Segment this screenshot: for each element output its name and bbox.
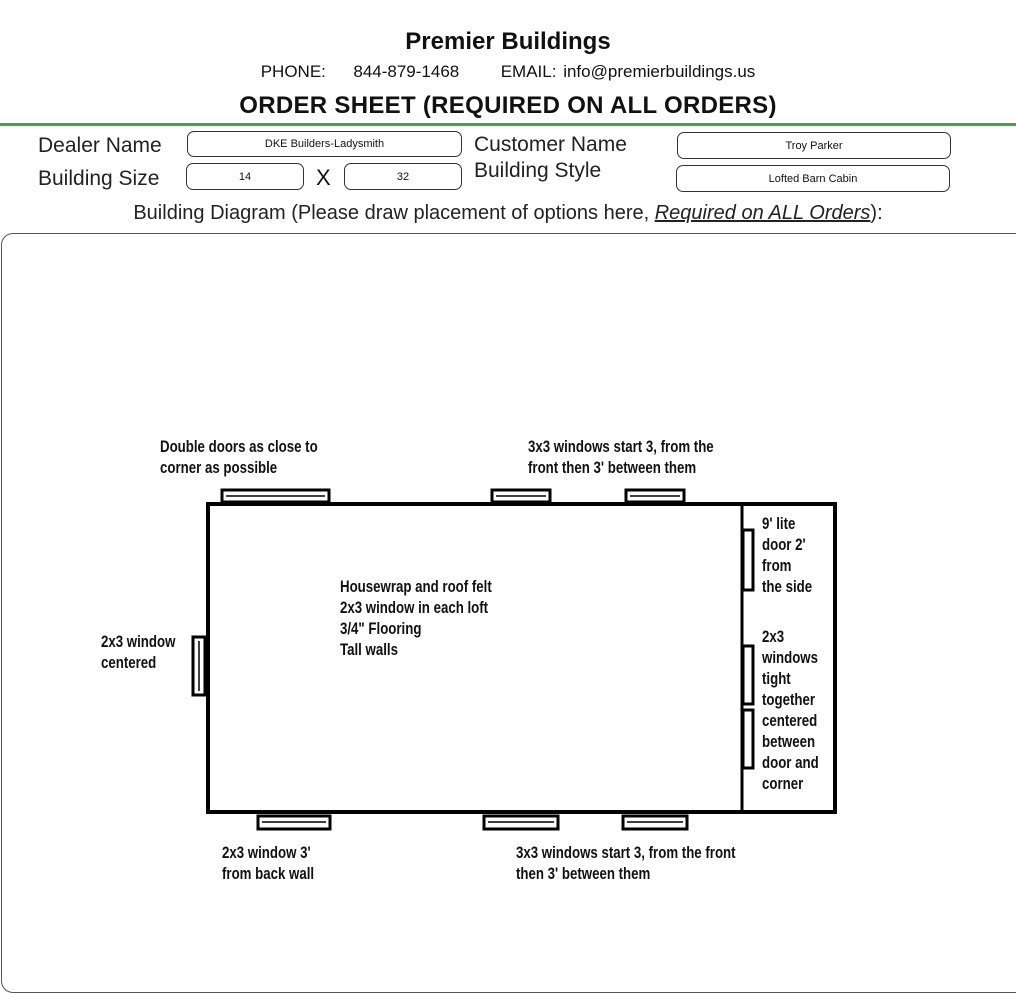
note-line: door 2'	[762, 535, 806, 554]
note-line: the side	[762, 577, 813, 596]
sheet-title: ORDER SHEET (REQUIRED ON ALL ORDERS)	[239, 92, 777, 119]
building-length-field[interactable]: 32	[344, 163, 462, 190]
note-line: centered	[762, 711, 818, 730]
note-line: centered	[101, 653, 157, 672]
note-line: 3x3 windows start 3, from the	[528, 437, 714, 456]
note-line: tight	[762, 669, 791, 688]
note-line: 2x3 window	[101, 632, 176, 651]
diagram-caption-suffix: ):	[870, 202, 883, 224]
note-line: corner	[762, 774, 804, 793]
note-line: between	[762, 732, 816, 751]
note-line: corner as possible	[160, 458, 278, 477]
diagram-caption-prefix: Building Diagram (Please draw placement of options here,	[133, 202, 655, 224]
note-line: then 3' between them	[516, 864, 651, 883]
note-top-windows	[528, 436, 714, 478]
note-line: 9' lite	[762, 514, 796, 533]
lite-door	[743, 530, 753, 590]
right-window-1	[743, 646, 753, 704]
dealer-name-field[interactable]: DKE Builders-Ladysmith	[187, 131, 462, 157]
note-line: from	[762, 556, 792, 575]
building-style-label: Building Style	[474, 159, 602, 182]
dimension-times-sign: X	[316, 165, 331, 190]
building-size-label: Building Size	[38, 167, 160, 190]
note-bottom-windows	[516, 842, 736, 884]
note-line: Housewrap and roof felt	[340, 577, 492, 596]
note-lite-door	[762, 513, 812, 597]
note-double-doors	[160, 436, 318, 478]
note-line: from back wall	[222, 864, 315, 883]
note-line: windows	[762, 648, 818, 667]
note-line: front then 3' between them	[528, 458, 697, 477]
dealer-name-label: Dealer Name	[38, 134, 162, 157]
email-label: EMAIL:	[500, 62, 557, 81]
note-center	[340, 576, 492, 660]
note-line: Tall walls	[340, 640, 398, 659]
note-left-window	[101, 631, 175, 673]
phone-label: PHONE:	[260, 62, 326, 81]
note-line: 2x3	[762, 627, 785, 646]
note-line: together	[762, 690, 816, 709]
company-name: Premier Buildings	[405, 28, 611, 55]
diagram-caption-required: Required on ALL Orders	[654, 202, 871, 224]
building-style-field[interactable]: Lofted Barn Cabin	[676, 165, 950, 192]
note-bottom-left-window	[222, 842, 314, 884]
phone-number: 844-879-1468	[353, 62, 460, 81]
note-line: Double doors as close to	[160, 437, 318, 456]
note-right-windows	[762, 626, 819, 794]
building-width-field[interactable]: 14	[186, 163, 304, 190]
note-line: 3/4" Flooring	[340, 619, 422, 638]
customer-name-label: Customer Name	[474, 133, 627, 156]
email-address: info@premierbuildings.us	[563, 62, 756, 81]
right-window-2	[743, 710, 753, 768]
note-line: 2x3 window 3'	[222, 843, 311, 862]
note-line: 2x3 window in each loft	[340, 598, 489, 617]
customer-name-field[interactable]: Troy Parker	[677, 132, 951, 159]
note-line: 3x3 windows start 3, from the front	[516, 843, 736, 862]
note-line: door and	[762, 753, 819, 772]
